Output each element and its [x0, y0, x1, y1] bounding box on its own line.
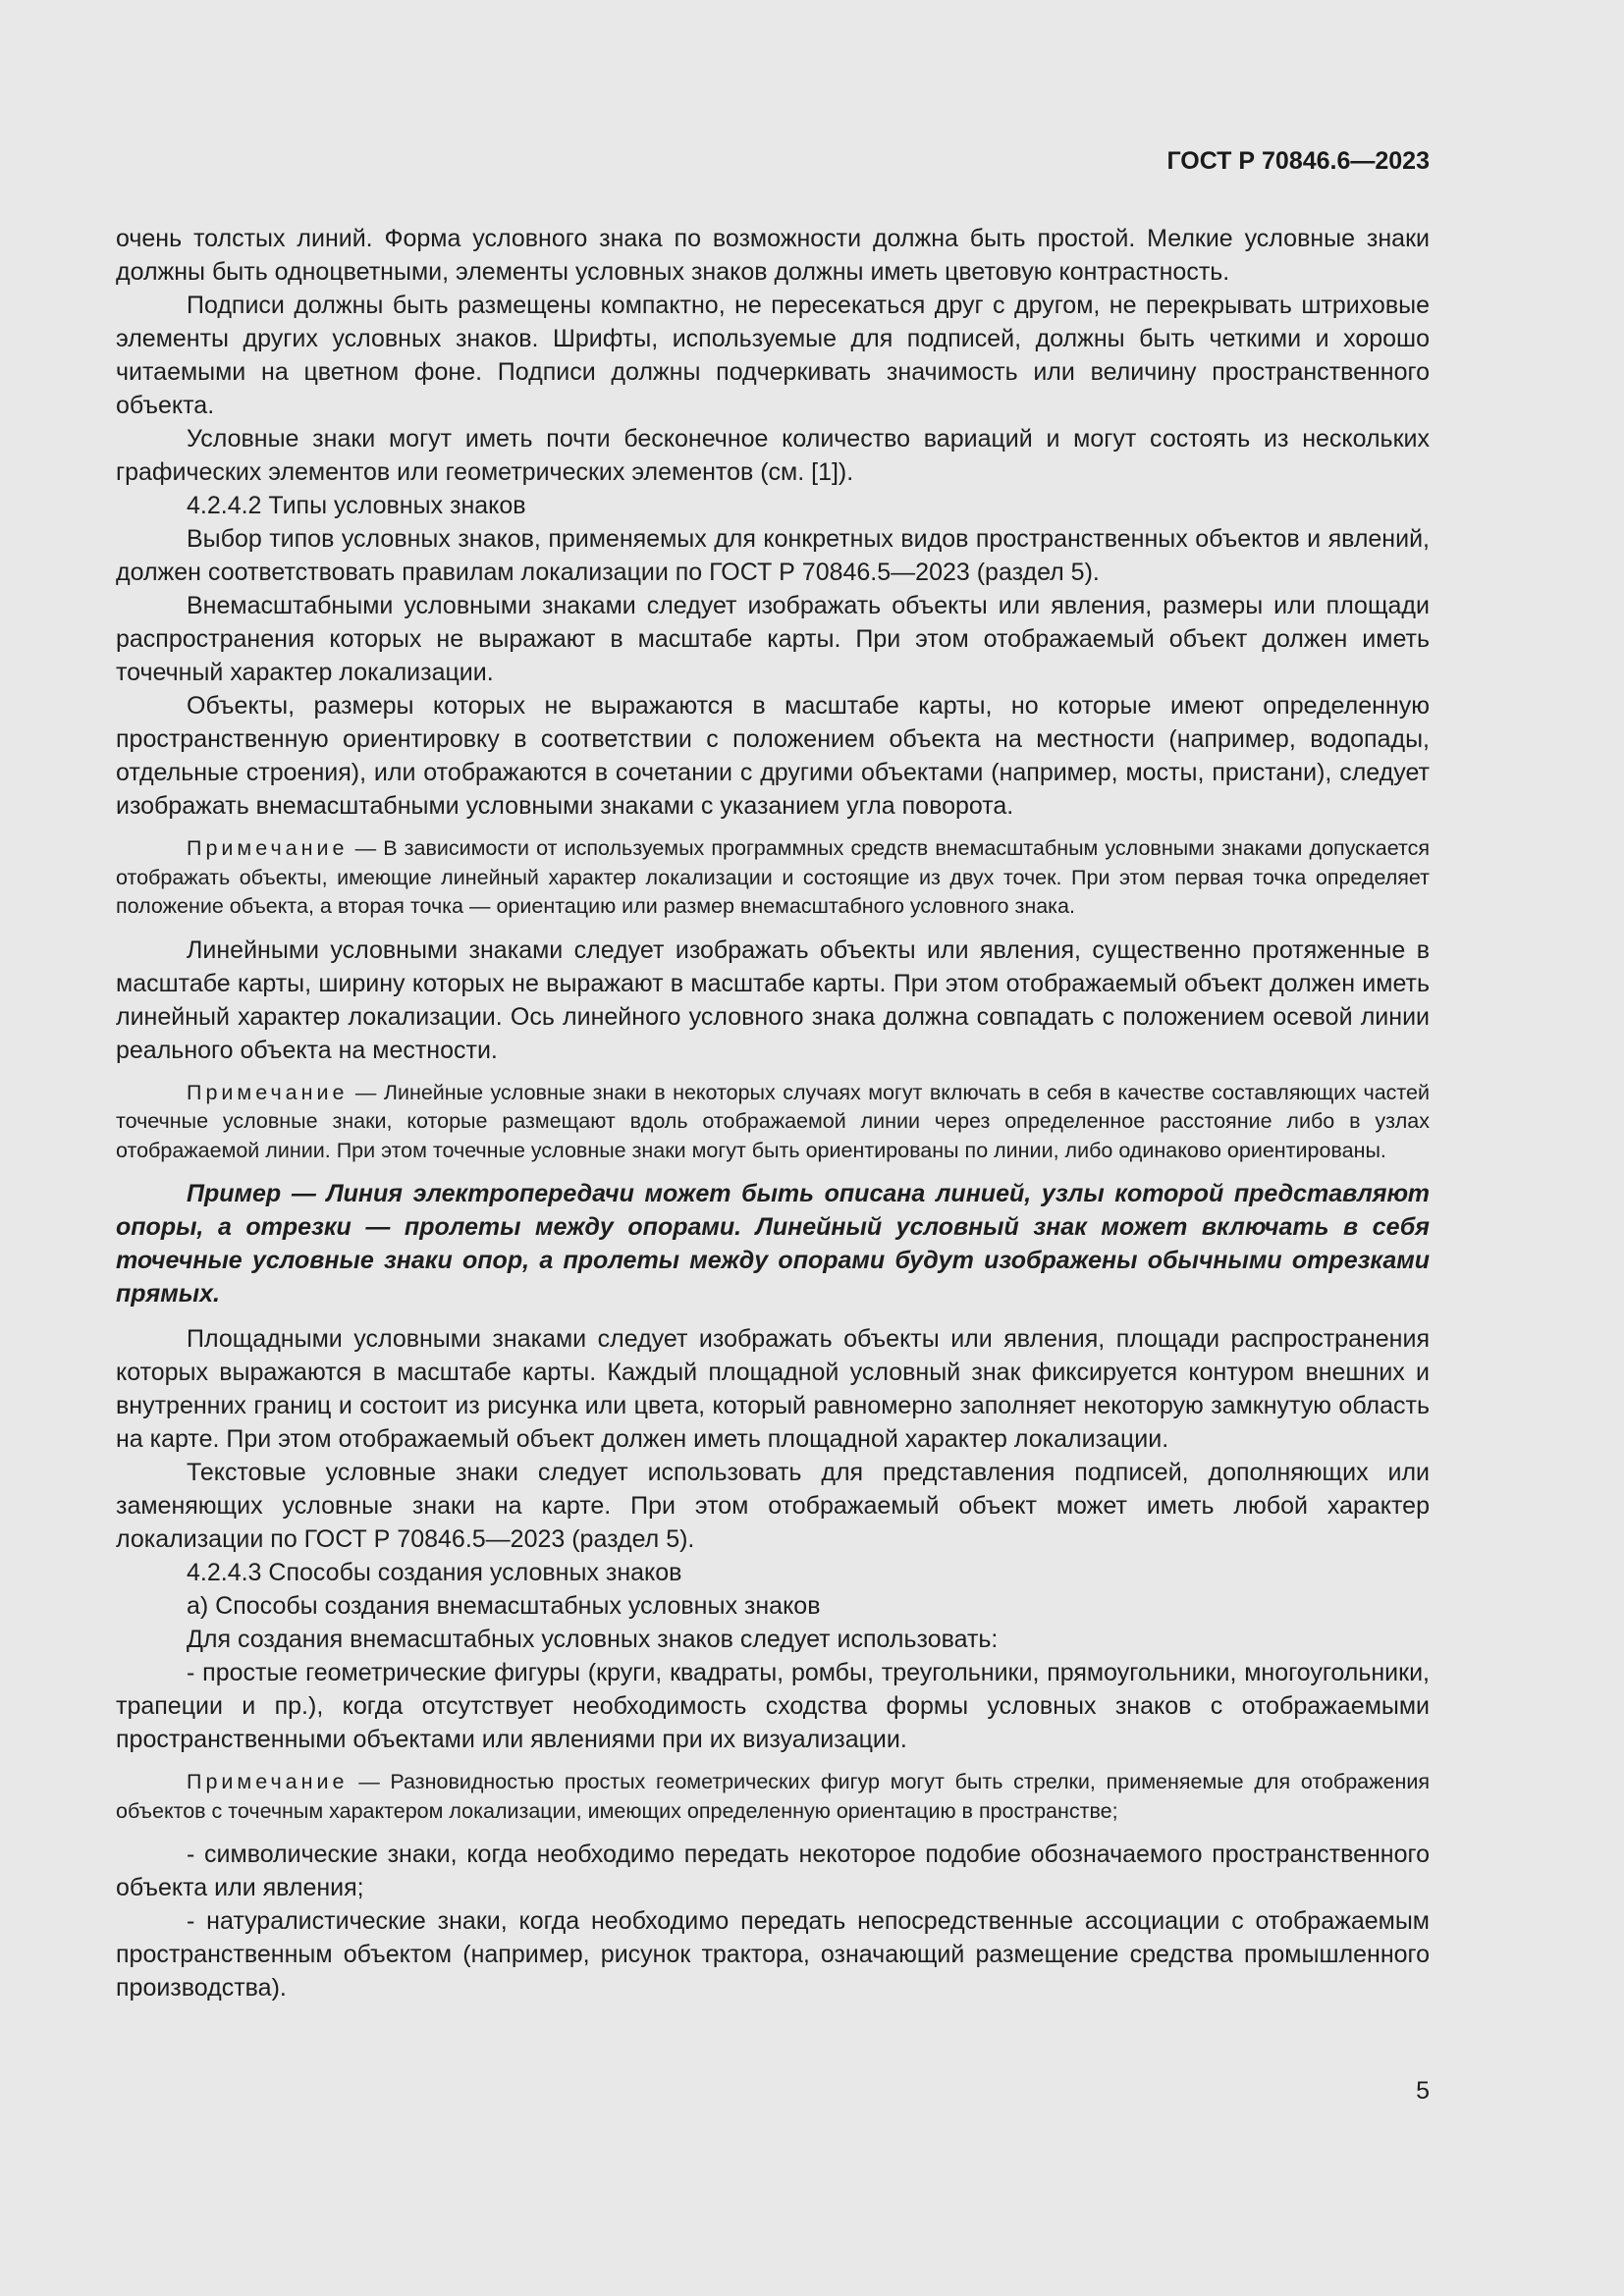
paragraph: очень толстых линий. Форма условного знака по возможности должна быть простой. Мелкие условные знаки должны быть одноцветными, элементы условных знаков должны иметь цветовую контрастность. — [116, 225, 1430, 286]
document-code-header: ГОСТ Р 70846.6—2023 — [1166, 147, 1430, 175]
note-label: Примечание — [187, 1770, 349, 1793]
note — [116, 1768, 1430, 1826]
document-body — [116, 222, 1430, 2004]
paragraph: Линейными условными знаками следует изображать объекты или явления, существенно протяженные в масштабе карты, ширину которых не выражают в масштабе карты. При этом отображаемый объект должен иметь линейный характер локализации. Ось линейного условного знака должна совпадать с положением осевой линии реального объекта на местности. — [116, 935, 1430, 1064]
paragraph: Площадными условными знаками следует изображать объекты или явления, площади распространения которых выражаются в масштабе карты. Каждый площадной условный знак фиксируется контуром внешних и внутренних границ и состоит из рисунка или цвета, который равномерно заполняет некоторую замкнутую область на карте. При этом отображаемый объект должен иметь площадной характер локализации. — [116, 1325, 1430, 1453]
paragraph: Текстовые условные знаки следует использовать для представления подписей, дополняющих или заменяющих условные знаки на карте. При этом отображаемый объект может иметь любой характер локализации по ГОСТ Р 70846.5—2023 (раздел 5). — [116, 1459, 1430, 1553]
paragraph: Выбор типов условных знаков, применяемых для конкретных видов пространственных объектов и явлений, должен соответствовать правилам локализации по ГОСТ Р 70846.5—2023 (раздел 5). — [116, 525, 1430, 586]
note-text: — Линейные условные знаки в некоторых случаях могут включать в себя в качестве составляющих частей точечные условные знаки, которые размещают вдоль отображаемой линии через определенное расстояние либо в узлах отображаемой линии. При этом точечные условные знаки могут быть ориентированы по линии, либо одинаково ориентированы. — [116, 1080, 1430, 1162]
subsection-heading: а) Способы создания внемасштабных условных знаков — [187, 1592, 821, 1620]
paragraph: Для создания внемасштабных условных знаков следует использовать: — [187, 1626, 999, 1653]
section-heading: 4.2.4.3 Способы создания условных знаков — [187, 1559, 682, 1586]
note-label: Примечание — [187, 836, 349, 860]
page-number: 5 — [1416, 2077, 1430, 2105]
note — [116, 1079, 1430, 1166]
paragraph: Объекты, размеры которых не выражаются в масштабе карты, но которые имеют определенную пространственную ориентировку в соответствии с положением объекта на местности (например, водопады, отдельные строения), или отображаются в сочетании с другими объектами (например, мосты, пристани), следует изображать внемасштабными условными знаками с указанием угла поворота. — [116, 692, 1430, 820]
list-item: - натуралистические знаки, когда необходимо передать непосредственные ассоциации с отображаемым пространственным объектом (например, рисунок трактора, означающий размещение средства промышленного производства). — [116, 1907, 1430, 2002]
note-text: — Разновидностью простых геометрических фигур могут быть стрелки, применяемые для отображения объектов с точечным характером локализации, имеющих определенную ориентацию в пространстве; — [116, 1770, 1430, 1823]
paragraph: Подписи должны быть размещены компактно, не пересекаться друг с другом, не перекрывать штриховые элементы других условных знаков. Шрифты, используемые для подписей, должны быть четкими и хорошо читаемыми на цветном фоне. Подписи должны подчеркивать значимость или величину пространственного объекта. — [116, 292, 1430, 419]
paragraph: Внемасштабными условными знаками следует изображать объекты или явления, размеры или площади распространения которых не выражают в масштабе карты. При этом отображаемый объект должен иметь точечный характер локализации. — [116, 592, 1430, 686]
note-label: Примечание — [187, 1080, 349, 1104]
note — [116, 834, 1430, 922]
example-paragraph: Пример — Линия электропередачи может быть описана линией, узлы которой представляют опоры, а отрезки — пролеты между опорами. Линейный условный знак может включать в себя точечные условные знаки опор, а пролеты между опорами будут изображены обычными отрезками прямых. — [116, 1180, 1430, 1308]
list-item: - простые геометрические фигуры (круги, квадраты, ромбы, треугольники, прямоугольники, многоугольники, трапеции и пр.), когда отсутствует необходимость сходства формы условных знаков с отображаемыми пространственными объектами или явлениями при их визуализации. — [116, 1659, 1430, 1753]
paragraph: Условные знаки могут иметь почти бесконечное количество вариаций и могут состоять из нескольких графических элементов или геометрических элементов (см. [1]). — [116, 425, 1430, 486]
note-text: — В зависимости от используемых программных средств внемасштабным условными знаками допускается отображать объекты, имеющие линейный характер локализации и состоящие из двух точек. При этом первая точка определяет положение объекта, а вторая точка — ориентацию или размер внемасштабного условного знака. — [116, 836, 1430, 918]
section-heading: 4.2.4.2 Типы условных знаков — [187, 492, 526, 519]
list-item: - символические знаки, когда необходимо передать некоторое подобие обозначаемого пространственного объекта или явления; — [116, 1841, 1430, 1901]
